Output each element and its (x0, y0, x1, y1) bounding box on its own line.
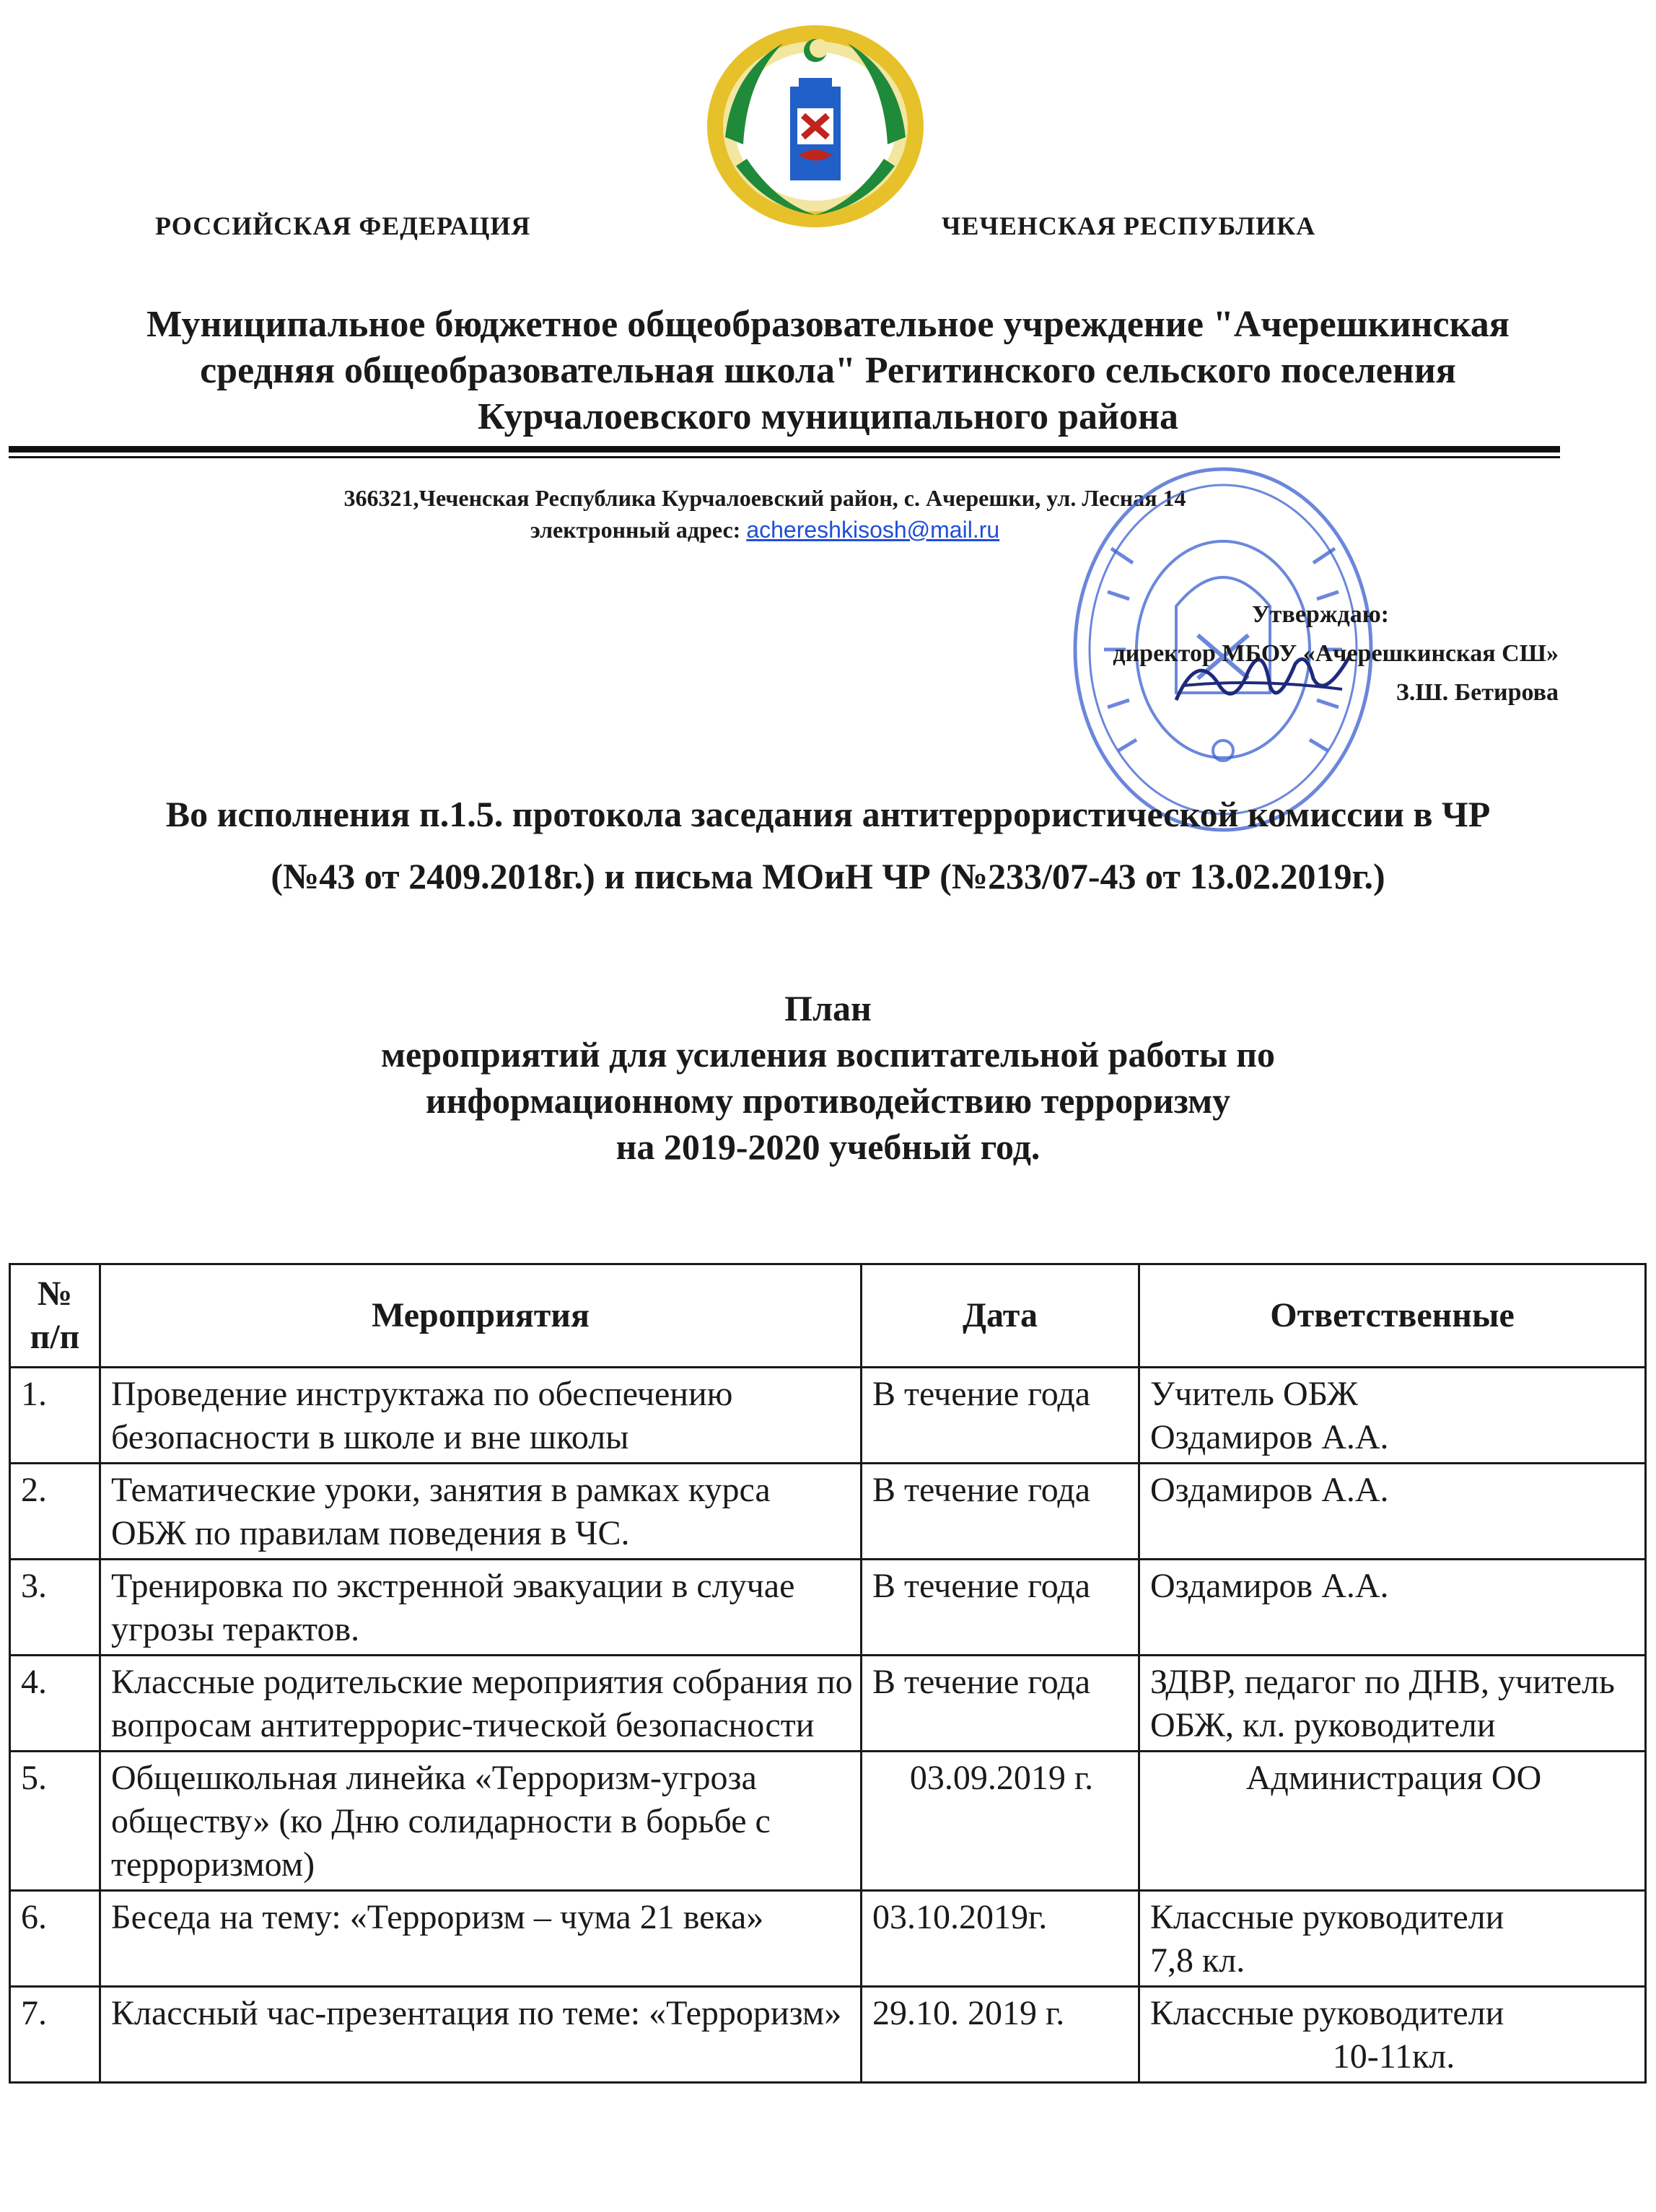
plan-heading (0, 985, 1656, 1170)
school-name-line: средняя общеобразовательная школа" Регитинского сельского поселения (200, 350, 1456, 391)
email-link[interactable]: achereshkisosh@mail.ru (746, 517, 1000, 543)
header-number-abbr: п/п (30, 1318, 80, 1356)
approval-position: директор МБОУ «Ачерешкинская СШ» (1113, 640, 1559, 667)
row-event: Тренировка по экстренной эвакуации в случае угрозы терактов. (100, 1560, 862, 1656)
row-event: Классные родительские мероприятия собрания по вопросам антитеррорис-тической безопасности (100, 1656, 862, 1752)
responsible-line: 10-11кл. (1332, 2037, 1455, 2076)
postal-address: 366321,Чеченская Республика Курчалоевский район, с. Ачерешки, ул. Лесная 14 (343, 485, 1186, 511)
execution-line: (№43 от 2409.2018г.) и письма МОиН ЧР (№233/07-43 от 13.02.2019г.) (271, 856, 1385, 896)
table-row (10, 1656, 1646, 1752)
row-responsible (1139, 1656, 1646, 1752)
responsible-line: Администрация ОО (1245, 1759, 1542, 1797)
table-row (10, 1891, 1646, 1987)
responsible-line: 7,8 кл. (1150, 1941, 1245, 1980)
row-event: Проведение инструктажа по обеспечению безопасности в школе и вне школы (100, 1368, 862, 1464)
row-event: Беседа на тему: «Терроризм – чума 21 века» (100, 1891, 862, 1987)
approval-signatory: З.Ш. Бетирова (1396, 679, 1559, 706)
row-event: Классный час-презентация по теме: «Терроризм» (100, 1987, 862, 2083)
row-responsible (1139, 1464, 1646, 1560)
row-date: В течение года (862, 1368, 1139, 1464)
responsible-line: Учитель ОБЖ (1150, 1375, 1358, 1413)
responsible-line: Оздамиров А.А. (1150, 1471, 1389, 1509)
email-label: электронный адрес: (530, 517, 747, 543)
table-row (10, 1987, 1646, 2083)
header-date: Дата (862, 1264, 1139, 1368)
chechen-republic-emblem-icon (704, 22, 927, 231)
execution-basis (0, 783, 1656, 907)
header-divider-thin (9, 456, 1560, 458)
row-number: 3. (10, 1560, 100, 1656)
school-name-line: Курчалоевского муниципального района (478, 396, 1178, 437)
row-number: 2. (10, 1464, 100, 1560)
row-event: Общешкольная линейка «Терроризм-угроза обществу» (ко Дню солидарности в борьбе с терроризмом) (100, 1752, 862, 1891)
school-name (0, 302, 1656, 440)
row-responsible (1139, 1560, 1646, 1656)
header-divider (9, 446, 1560, 453)
table-row (10, 1752, 1646, 1891)
row-number: 5. (10, 1752, 100, 1891)
execution-line: Во исполнения п.1.5. протокола заседания антитеррористической комиссии в ЧР (165, 794, 1491, 834)
row-date: 03.10.2019г. (862, 1891, 1139, 1987)
plan-subtitle-line: на 2019-2020 учебный год. (615, 1127, 1041, 1167)
header-number-symbol: № (37, 1275, 73, 1313)
responsible-line: ЗДВР, педагог по ДНВ, учитель ОБЖ, кл. руководители (1150, 1663, 1615, 1744)
row-number: 6. (10, 1891, 100, 1987)
row-responsible (1139, 1752, 1646, 1891)
table-row (10, 1464, 1646, 1560)
events-table (9, 1263, 1647, 2084)
plan-title: План (784, 988, 872, 1028)
row-number: 1. (10, 1368, 100, 1464)
responsible-line: Оздамиров А.А. (1150, 1418, 1389, 1456)
approval-block (1113, 595, 1559, 712)
table-row (10, 1560, 1646, 1656)
responsible-line: Классные руководители (1150, 1994, 1504, 2032)
country-name-chechnya: ЧЕЧЕНСКАЯ РЕСПУБЛИКА (942, 211, 1316, 240)
row-event: Тематические уроки, занятия в рамках курса ОБЖ по правилам поведения в ЧС. (100, 1464, 862, 1560)
row-responsible (1139, 1891, 1646, 1987)
approval-heading: Утверждаю: (1251, 601, 1389, 628)
header-responsible: Ответственные (1139, 1264, 1646, 1368)
row-number: 7. (10, 1987, 100, 2083)
table-row (10, 1368, 1646, 1464)
responsible-line: Классные руководители (1150, 1898, 1504, 1936)
school-name-line: Муниципальное бюджетное общеобразовательное учреждение "Ачерешкинская (146, 304, 1510, 345)
table-header-row (10, 1264, 1646, 1368)
plan-subtitle-line: мероприятий для усиления воспитательной работы по (380, 1034, 1276, 1075)
row-number: 4. (10, 1656, 100, 1752)
row-responsible (1139, 1987, 1646, 2083)
row-date: 29.10. 2019 г. (862, 1987, 1139, 2083)
row-responsible (1139, 1368, 1646, 1464)
row-date: В течение года (862, 1464, 1139, 1560)
row-date: В течение года (862, 1560, 1139, 1656)
responsible-line: Оздамиров А.А. (1150, 1567, 1389, 1605)
row-date: 03.09.2019 г. (862, 1752, 1139, 1891)
header-events: Мероприятия (100, 1264, 862, 1368)
plan-subtitle-line: информационному противодействию терроризму (425, 1080, 1231, 1121)
row-date: В течение года (862, 1656, 1139, 1752)
country-name-russia: РОССИЙСКАЯ ФЕДЕРАЦИЯ (155, 211, 531, 240)
header-number (10, 1264, 100, 1368)
